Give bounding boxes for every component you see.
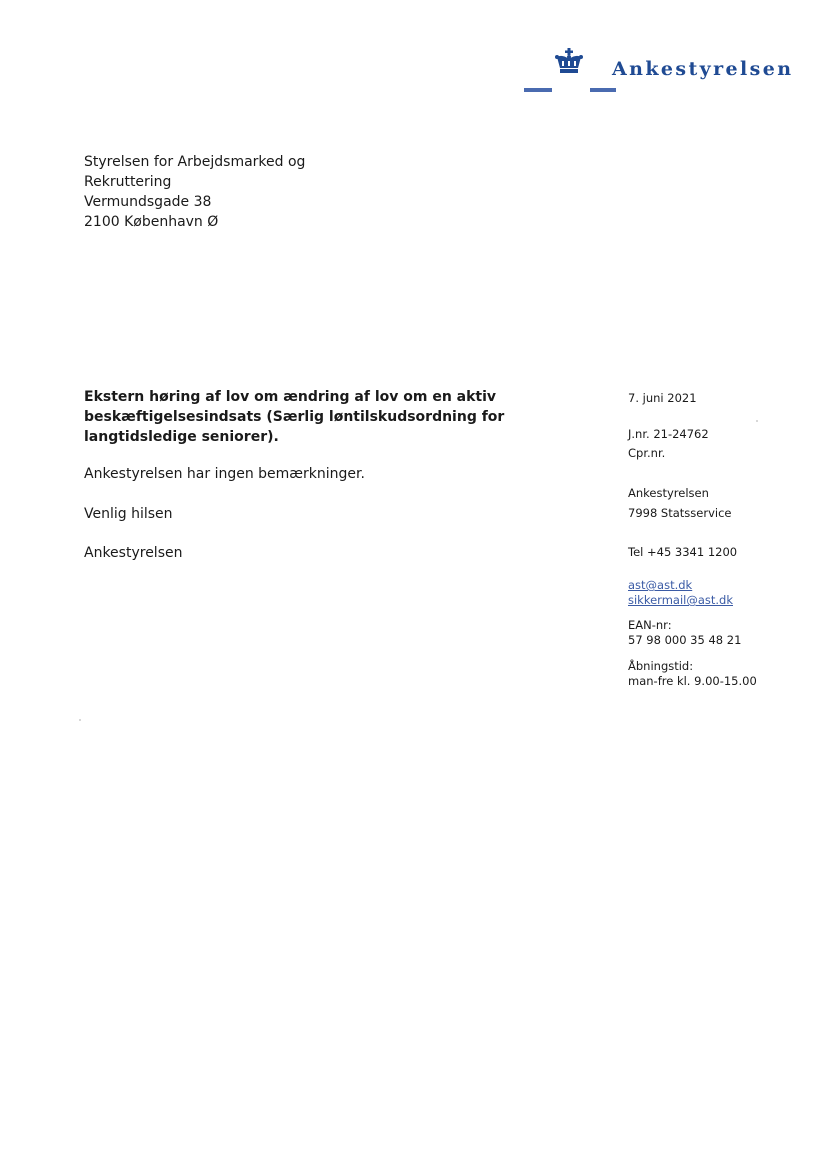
recipient-line: Styrelsen for Arbejdsmarked og [84,154,306,170]
recipient-line: Rekruttering [84,174,172,190]
ean-block [628,618,741,648]
opening-hours-label: Åbningstid: [628,659,694,673]
logo [520,44,810,100]
ean-value: 57 98 000 35 48 21 [628,633,742,647]
subject-line: langtidsledige seniorer). [84,429,279,445]
letter-closing: Venlig hilsen [84,506,173,522]
opening-hours-value: man-fre kl. 9.00-15.00 [628,674,757,688]
logo-name: Ankestyrelsen [612,58,794,80]
letter-body: Ankestyrelsen har ingen bemærkninger. [84,466,365,482]
logo-bar-left [524,88,552,92]
crown-icon [554,48,584,76]
letter-subject [84,387,524,447]
recipient-line: 2100 København Ø [84,214,219,230]
cpr-number: Cpr.nr. [628,446,666,460]
sender-org: Ankestyrelsen [628,486,709,500]
scan-speck [79,719,81,721]
recipient-address [84,152,305,232]
sender-phone: Tel +45 3341 1200 [628,545,738,559]
letter-signature: Ankestyrelsen [84,545,183,561]
scan-speck [756,420,758,422]
secure-email-link[interactable]: sikkermail@ast.dk [628,593,733,607]
ean-label: EAN-nr: [628,618,672,632]
email-links [628,578,733,608]
subject-line: beskæftigelsesindsats (Særlig løntilskudsordning for [84,409,505,425]
opening-hours-block [628,659,757,689]
email-link[interactable]: ast@ast.dk [628,578,693,592]
sender-address: 7998 Statsservice [628,506,732,520]
recipient-line: Vermundsgade 38 [84,194,212,210]
logo-bar-right [590,88,616,92]
journal-number: J.nr. 21-24762 [628,427,709,441]
subject-line: Ekstern høring af lov om ændring af lov om en aktiv [84,389,497,405]
letter-date: 7. juni 2021 [628,391,697,405]
